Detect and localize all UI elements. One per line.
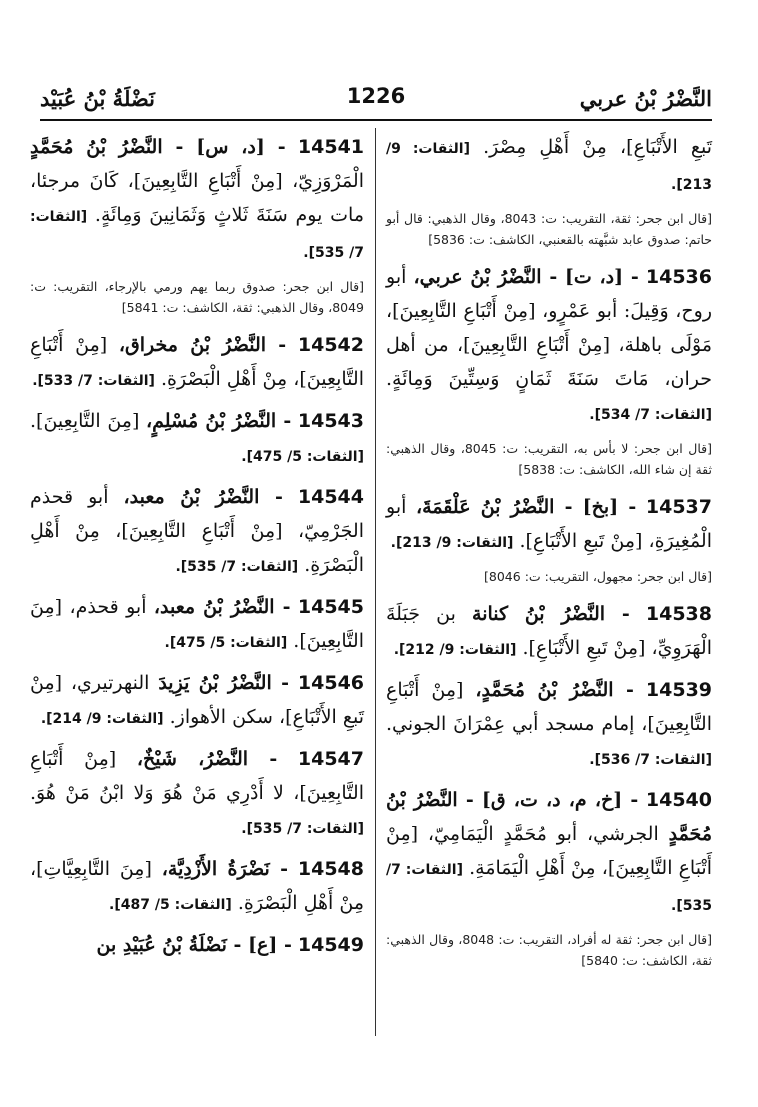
entry-text: [مِنَ التَّابِعِيَّاتِ]، مِنْ أَهْلِ الْبَصْرَةِ.	[30, 858, 364, 914]
entry-number: 14540	[645, 789, 712, 811]
entry-text: أبو روح، وَقِيلَ: أبو عَمْرٍو، [مِنْ أَتْبَاعِ التَّابِعِينَ]، مَوْلَى باهلة، [مِنْ أَتْبَاعِ التَّابِعِينَ]، من أهل حران، مَاتَ سَنَةَ ثَمَانٍ وَسِتِّينَ وَمِائَةٍ.	[386, 266, 712, 390]
entry-number: 14545	[297, 596, 364, 618]
entry-text: [مِنْ أَتْبَاعِ التَّابِعِينَ]، لا أَدْرِي مَنْ هُوَ وَلا ابْنُ مَنْ هُوَ.	[30, 748, 364, 804]
biography-entry	[386, 130, 712, 202]
header-rule	[40, 119, 712, 121]
entry-number: 14544	[297, 486, 364, 508]
entry-name: - النَّضْرُ بْنُ كنانة	[472, 603, 630, 625]
entry-reference: [الثقات: 7/ 535].	[241, 821, 364, 837]
biography-entry	[30, 742, 364, 846]
biography-entry	[30, 328, 364, 398]
entry-number: 14549	[297, 934, 364, 956]
entry-name: - النَّضْرُ بْنُ يَزِيدَ	[158, 672, 290, 694]
source-note: [قال ابن جحر: لا بأس به، التقريب: ت: 8045، وقال الذهبي: ثقة إن شاء الله، الكاشف: ت: 5838]	[386, 441, 712, 477]
entry-number: 14548	[297, 858, 364, 880]
entry-text: الْمَرْوَزِيّ، [مِنْ أَتْبَاعِ التَّابِعِينَ]، كَانَ مرجئا، مات يوم سَنَةَ ثَلاثٍ وَثَمَانِينَ وَمِائَةٍ.	[30, 170, 364, 226]
entry-text: أبو قحذم الجَرْمِيّ، [مِنْ أَتْبَاعِ التَّابِعِينَ]، مِنْ أَهْلِ الْبَصْرَةِ.	[30, 486, 364, 576]
entry-name: - النَّضْرُ بْنُ مُسْلِمٍ،	[146, 410, 292, 432]
header-right-title: النَّضْرُ بْنُ عربي	[579, 86, 712, 111]
entry-reference: [الثقات: 5/ 487].	[109, 897, 232, 913]
source-note: [قال ابن جحر: مجهول، التقريب: ت: 8046]	[484, 569, 712, 584]
entry-text: بن جَبَلَةَ الْهَرَوِيِّ، [مِنْ تَبعِ الأَتْبَاعِ].	[386, 603, 712, 659]
entry-name: - النَّضْرُ، شَيْخٌ،	[136, 748, 278, 770]
entry-reference: [الثقات: 9/ 214].	[40, 711, 164, 727]
header-left-title: نَضْلَةُ بْنُ عُبَيْد	[40, 86, 155, 111]
entry-number: 14542	[297, 334, 364, 356]
biography-entry	[30, 590, 364, 660]
entry-number: 14537	[645, 496, 712, 518]
entry-number: 14547	[297, 748, 364, 770]
source-note: [قال ابن جحر: ثقة، التقريب: ت: 8043، وقال الذهبي: قال أبو حاتم: صدوق عابد شبَّهته بالقعنبي، الكاشف: ت: 5836]	[386, 211, 712, 247]
entry-reference: [الثقات: 5/ 475].	[164, 635, 288, 651]
entry-reference: [الثقات: 9/ 213].	[390, 535, 514, 551]
source-note: [قال ابن جحر: ثقة له أفراد، التقريب: ت: 8048، وقال الذهبي: ثقة، الكاشف: ت: 5840]	[386, 932, 712, 968]
biography-entry	[30, 666, 364, 736]
entry-text: [مِنْ أَتْبَاعِ التَّابِعِينَ]، إمام مسجد أبي عِمْرَانَ الجوني.	[386, 679, 712, 735]
biography-entry	[30, 480, 364, 584]
entry-reference: [الثقات: 7/ 534].	[589, 407, 712, 423]
source-note: [قال ابن جحر: صدوق ربما يهم ورمي بالإرجاء، التقريب: ت: 8049، وقال الذهبي: ثقة، الكاشف: ت: 5841]	[30, 279, 364, 315]
entry-text: [مِنَ التَّابِعِينَ].	[30, 410, 140, 432]
entry-number: 14546	[297, 672, 365, 694]
entry-name: - [بخ] - النَّضْرُ بْنُ عَلْقَمَةَ،	[416, 496, 637, 518]
entry-reference: [الثقات: 7/ 533].	[32, 373, 155, 389]
entry-number: 14538	[645, 603, 712, 625]
entry-number: 14536	[645, 266, 712, 288]
entry-text: الجرشي، أبو مُحَمَّدٍ الْيَمَامِيّ، [مِنْ أَتْبَاعِ التَّابِعِينَ]، مِنْ أَهْلِ الْيَمَامَةِ.	[386, 823, 712, 879]
entry-number: 14543	[297, 410, 364, 432]
entry-name: - النَّضْرُ بْنُ معبد،	[153, 596, 291, 618]
page-number: 1226	[346, 84, 406, 108]
entry-name: - [د، ت] - النَّضْرُ بْنُ عربي،	[413, 266, 639, 288]
entry-reference: [الثقات: 7/ 535].	[30, 209, 364, 261]
entry-text: أبو الْمُغِيرَةِ، [مِنْ تَبعِ الأَتْبَاعِ].	[386, 496, 712, 552]
entry-text: [مِنْ أَتْبَاعِ التَّابِعِينَ]، مِنْ أَهْلِ الْبَصْرَةِ.	[30, 334, 364, 390]
biography-entry	[30, 852, 364, 922]
biography-entry	[386, 260, 712, 432]
biography-entry	[30, 928, 364, 962]
entry-reference: [الثقات: 9/ 212].	[393, 642, 517, 658]
biography-entry	[386, 597, 712, 667]
entry-name: - [ع] - نَضْلَةُ بْنُ عُبَيْدِ بن	[96, 934, 292, 956]
entry-text: النهرتيري، [مِنْ تَبعِ الأَتْبَاعِ]، سكن الأهواز.	[30, 672, 364, 728]
entry-reference: [الثقات: 7/ 535].	[175, 559, 299, 575]
biography-entry	[30, 404, 364, 474]
entry-name: - نَضْرَةُ الأَزْدِيَّة،	[161, 858, 289, 880]
entry-text: تَبعِ الأَتْبَاعِ]، مِنْ أَهْلِ مِصْرَ.	[483, 136, 713, 158]
biography-entry	[30, 130, 364, 270]
entry-name: - النَّضْرُ بْنُ مخراق،	[118, 334, 287, 356]
entry-reference: [الثقات: 9/ 213].	[386, 141, 712, 193]
biography-entry	[386, 673, 712, 777]
left-column	[30, 130, 364, 968]
entry-number: 14541	[297, 136, 365, 158]
column-divider	[375, 128, 376, 1036]
entry-name: - النَّضْرُ بْنُ مُحَمَّدٍ،	[475, 679, 634, 701]
page-header	[40, 86, 712, 116]
biography-entry	[386, 783, 712, 923]
entry-number: 14539	[645, 679, 713, 701]
entry-name: - [د، س] - النَّضْرُ بْنُ مُحَمَّدٍ	[30, 136, 286, 158]
entry-reference: [الثقات: 7/ 536].	[589, 752, 712, 768]
right-column	[386, 130, 712, 981]
entry-reference: [الثقات: 7/ 535].	[386, 862, 712, 914]
entry-name: - [خ، م، د، ت، ق] - النَّضْرُ بْنُ مُحَمَّدٍ	[386, 789, 712, 845]
entry-text: أبو قحذم، [مِنَ التَّابِعِينَ].	[30, 596, 364, 652]
entry-reference: [الثقات: 5/ 475].	[241, 449, 364, 465]
biography-entry	[386, 490, 712, 560]
entry-name: - النَّضْرُ بْنُ معبد،	[123, 486, 283, 508]
